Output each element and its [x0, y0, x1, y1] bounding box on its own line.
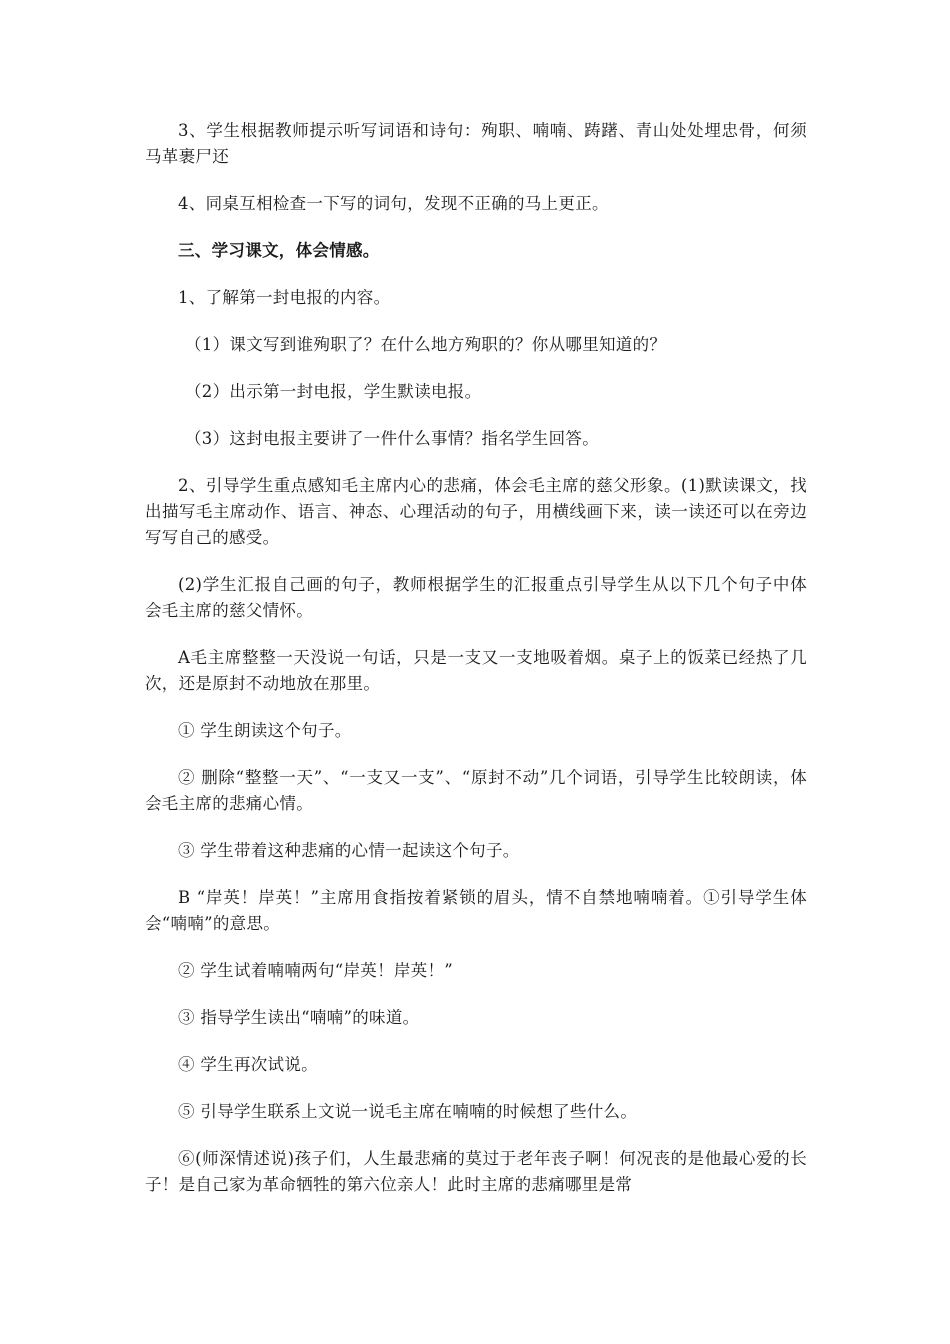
paragraph-dictation: 3、学生根据教师提示听写词语和诗句：殉职、喃喃、踌躇、青山处处埋忠骨，何须马革裹尸还	[145, 121, 807, 166]
step-a-2: ② 删除“整整一天”、“一支又一支”、“原封不动”几个词语，引导学生比较朗读，体会毛主席的悲痛心情。	[145, 768, 807, 813]
step-b-6: ⑥(师深情述说)孩子们，人生最悲痛的莫过于老年丧子啊！何况丧的是他最心爱的长子！是自己家为革命牺牲的第六位亲人！此时主席的悲痛哪里是常	[145, 1149, 807, 1194]
paragraph-guide-reading: 2、引导学生重点感知毛主席内心的悲痛，体会毛主席的慈父形象。(1)默读课文，找出描写毛主席动作、语言、神态、心理活动的句子，用横线画下来，读一读还可以在旁边写写自己的感受。	[145, 476, 807, 547]
sentence-b: B “岸英！岸英！”主席用食指按着紧锁的眉头，情不自禁地喃喃着。①引导学生体会“喃喃”的意思。	[145, 888, 807, 933]
question-2: （2）出示第一封电报，学生默读电报。	[185, 382, 482, 401]
section-heading: 三、学习课文，体会情感。	[178, 241, 380, 260]
step-b-5: ⑤ 引导学生联系上文说一说毛主席在喃喃的时候想了些什么。	[178, 1102, 638, 1121]
sentence-a: A毛主席整整一天没说一句话，只是一支又一支地吸着烟。桌子上的饭菜已经热了几次，还是原封不动地放在那里。	[145, 648, 807, 693]
paragraph-student-report: (2)学生汇报自己画的句子，教师根据学生的汇报重点引导学生从以下几个句子中体会毛主席的慈父情怀。	[145, 575, 807, 620]
step-a-3: ③ 学生带着这种悲痛的心情一起读这个句子。	[178, 841, 520, 860]
step-b-2: ② 学生试着喃喃两句“岸英！岸英！”	[178, 961, 454, 980]
step-b-3: ③ 指导学生读出“喃喃”的味道。	[178, 1008, 420, 1027]
paragraph-peer-check: 4、同桌互相检查一下写的词句，发现不正确的马上更正。	[178, 194, 609, 213]
document-page	[145, 118, 807, 1219]
step-a-1: ① 学生朗读这个句子。	[178, 721, 352, 740]
paragraph-telegram-1: 1、了解第一封电报的内容。	[178, 288, 391, 307]
step-b-4: ④ 学生再次试说。	[178, 1055, 318, 1074]
question-3: （3）这封电报主要讲了一件什么事情？指名学生回答。	[185, 429, 599, 448]
question-1: （1）课文写到谁殉职了？在什么地方殉职的？你从哪里知道的？	[185, 335, 667, 354]
